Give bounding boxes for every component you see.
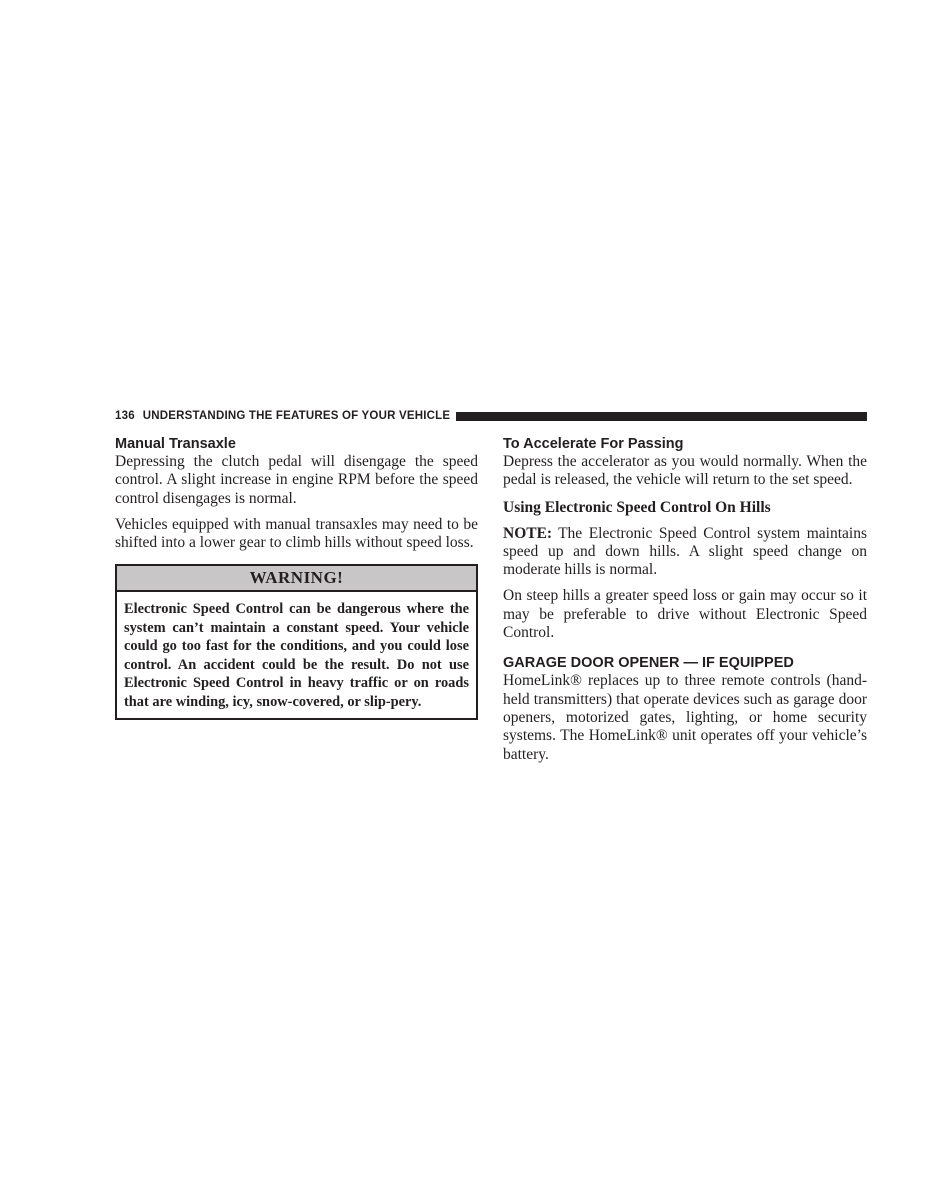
- note-label: NOTE:: [503, 524, 553, 542]
- warning-title: WARNING!: [117, 566, 476, 592]
- warning-body: Electronic Speed Control can be dangerous where the system can’t maintain a constant speed. Your vehicle could go too fast for the conditions, and you could lose control. An accident could be the result. Do not use Electronic Speed Control in heavy traffic or on roads that are winding, icy, snow-covered, or slip-pery.: [124, 601, 469, 710]
- heading-accelerate-passing: To Accelerate For Passing: [503, 436, 684, 452]
- paragraph-transaxles: Vehicles equipped with manual transaxles may need to be shifted into a lower gear to climb hills without speed loss.: [115, 515, 478, 552]
- page-header: [115, 408, 867, 424]
- left-column: [115, 435, 478, 720]
- right-column: [503, 435, 867, 772]
- heading-manual-transaxle: Manual Transaxle: [115, 436, 236, 452]
- heading-speed-control-hills: Using Electronic Speed Control On Hills: [503, 498, 771, 516]
- paragraph-homelink: HomeLink® replaces up to three remote controls (hand-held transmitters) that operate devices such as garage door openers, motorized gates, lighting, or home security systems. The HomeLink® unit operates off your vehicle’s battery.: [503, 672, 867, 763]
- note-paragraph: [503, 525, 867, 580]
- warning-box: [115, 564, 478, 720]
- heading-garage-door-opener: GARAGE DOOR OPENER — IF EQUIPPED: [503, 655, 794, 672]
- header-rule: [456, 412, 867, 421]
- note-text: The Electronic Speed Control system maintains speed up and down hills. A slight speed change on moderate hills is normal.: [503, 524, 867, 579]
- section-title: UNDERSTANDING THE FEATURES OF YOUR VEHICLE: [142, 410, 451, 422]
- paragraph-clutch: Depressing the clutch pedal will disengage the speed control. A slight increase in engine RPM before the speed control disengages is normal.: [115, 453, 478, 507]
- page-number: 136: [115, 410, 135, 422]
- paragraph-accelerate: Depress the accelerator as you would normally. When the pedal is released, the vehicle will return to the set speed.: [503, 453, 867, 489]
- paragraph-steep-hills: On steep hills a greater speed loss or gain may occur so it may be preferable to drive without Electronic Speed Control.: [503, 587, 867, 642]
